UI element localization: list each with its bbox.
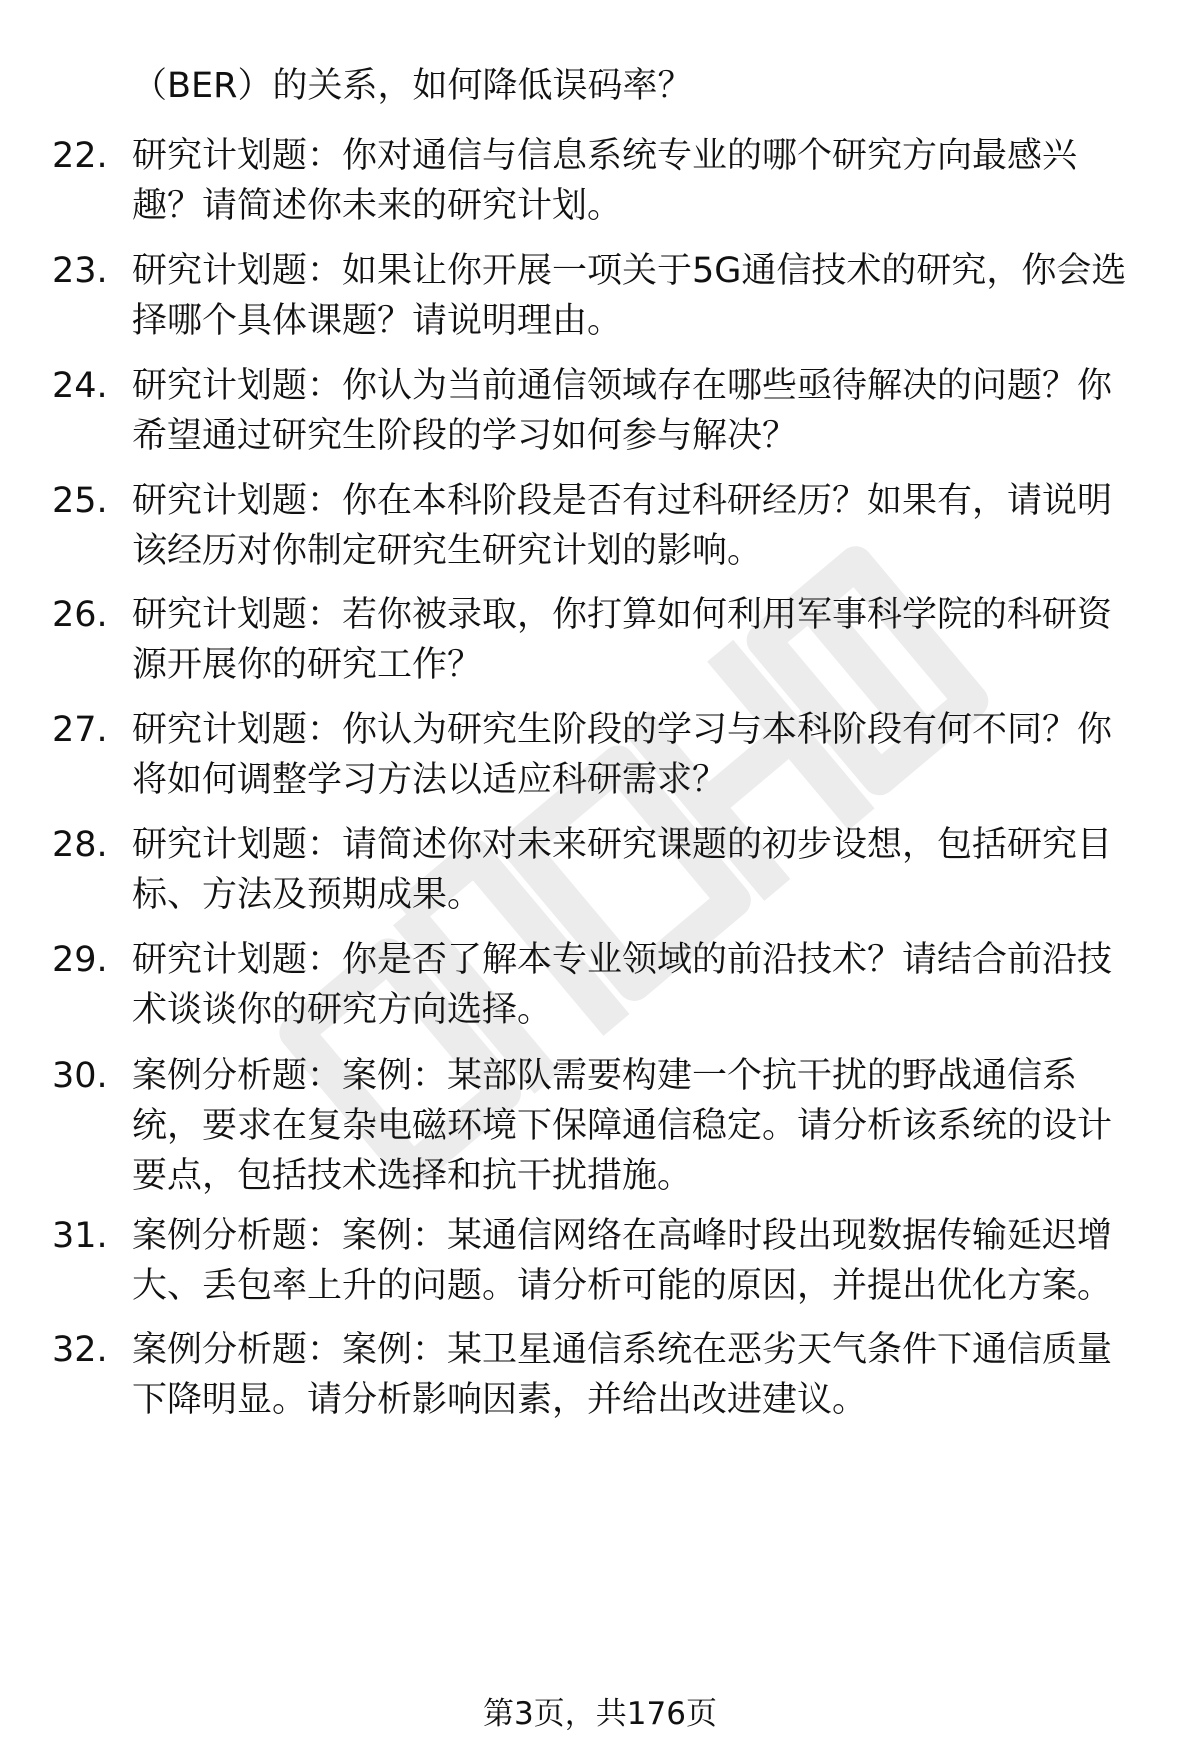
question-number: 31. (52, 1216, 108, 1256)
question-line: 源开展你的研究工作？ (132, 645, 483, 685)
question-line: 研究计划题：若你被录取，你打算如何利用军事科学院的科研资 (132, 595, 1113, 635)
question-number: 23. (52, 251, 108, 291)
question-text (132, 131, 1172, 231)
question-line: 择哪个具体课题？请说明理由。 (132, 301, 623, 341)
question-text (132, 1211, 1172, 1311)
question-text (132, 246, 1172, 346)
question-text (132, 476, 1172, 576)
question-number: 24. (52, 366, 108, 406)
question-line: 标、方法及预期成果。 (132, 875, 483, 915)
question-line: 研究计划题：你在本科阶段是否有过科研经历？如果有，请说明 (132, 481, 1113, 521)
question-line: 希望通过研究生阶段的学习如何参与解决？ (132, 416, 798, 456)
question-number: 22. (52, 136, 108, 176)
question-number: 30. (52, 1056, 108, 1096)
question-text (132, 935, 1172, 1035)
question-line: 研究计划题：你是否了解本专业领域的前沿技术？请结合前沿技 (132, 940, 1113, 980)
question-line: 下降明显。请分析影响因素，并给出改进建议。 (132, 1380, 868, 1420)
question-line: 要点，包括技术选择和抗干扰措施。 (132, 1156, 693, 1196)
question-line: 案例分析题：案例：某通信网络在高峰时段出现数据传输延迟增 (132, 1216, 1113, 1256)
question-number: 28. (52, 825, 108, 865)
question-text (132, 820, 1172, 920)
question-line: 研究计划题：你对通信与信息系统专业的哪个研究方向最感兴 (132, 136, 1078, 176)
question-line: 趣？请简述你未来的研究计划。 (132, 186, 623, 226)
question-text (132, 590, 1172, 690)
question-line: 大、丢包率上升的问题。请分析可能的原因，并提出优化方案。 (132, 1266, 1113, 1306)
question-line: 术谈谈你的研究方向选择。 (132, 990, 553, 1030)
question-line: 案例分析题：案例：某卫星通信系统在恶劣天气条件下通信质量 (132, 1330, 1113, 1370)
question-number: 32. (52, 1330, 108, 1370)
question-text (132, 705, 1172, 805)
question-text (132, 1051, 1172, 1201)
question-text (132, 361, 1172, 461)
page-footer: 第3页，共176页 (483, 1696, 717, 1732)
continued-question-text: （BER）的关系，如何降低误码率？ (132, 66, 693, 106)
question-line: 该经历对你制定研究生研究计划的影响。 (132, 531, 763, 571)
question-line: 案例分析题：案例：某部队需要构建一个抗干扰的野战通信系 (132, 1056, 1078, 1096)
question-line: 研究计划题：你认为研究生阶段的学习与本科阶段有何不同？你 (132, 710, 1113, 750)
question-line: 研究计划题：你认为当前通信领域存在哪些亟待解决的问题？你 (132, 366, 1113, 406)
question-number: 25. (52, 481, 108, 521)
question-line: 研究计划题：请简述你对未来研究课题的初步设想，包括研究目 (132, 825, 1113, 865)
question-text (132, 1325, 1172, 1425)
question-line: 统，要求在复杂电磁环境下保障通信稳定。请分析该系统的设计 (132, 1106, 1113, 1146)
question-line: 将如何调整学习方法以适应科研需求？ (132, 760, 728, 800)
question-number: 26. (52, 595, 108, 635)
question-number: 29. (52, 940, 108, 980)
question-number: 27. (52, 710, 108, 750)
question-line: 研究计划题：如果让你开展一项关于5G通信技术的研究，你会选 (132, 251, 1127, 291)
